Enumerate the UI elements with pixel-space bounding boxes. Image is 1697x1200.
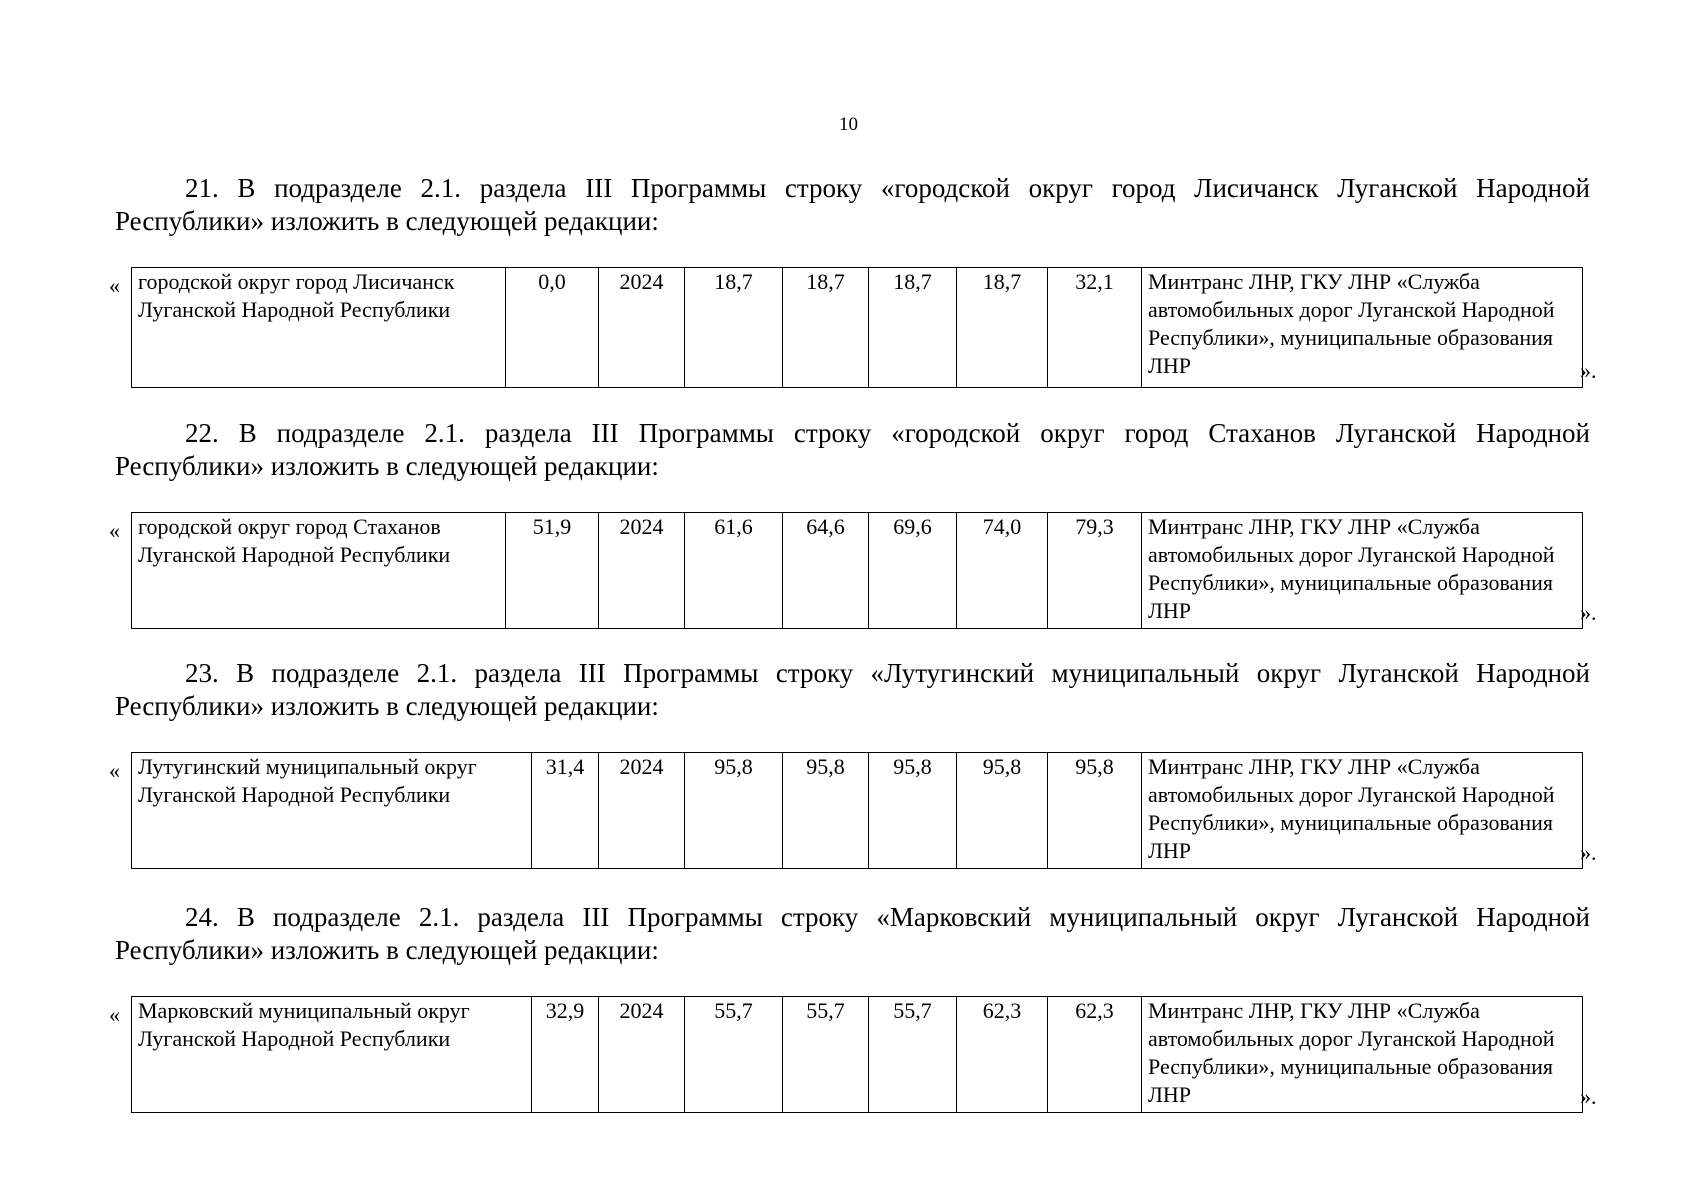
closing-quote: ». bbox=[1580, 600, 1597, 625]
opening-quote: « bbox=[109, 273, 120, 298]
cell-value: 18,7 bbox=[783, 268, 869, 388]
amendment-paragraph-21 bbox=[115, 172, 1590, 238]
cell-value: 55,7 bbox=[783, 997, 869, 1113]
amendment-paragraph-23 bbox=[115, 657, 1590, 723]
page-number: 10 bbox=[839, 114, 858, 135]
cell-value: 62,3 bbox=[1048, 997, 1142, 1113]
table-row bbox=[132, 753, 1583, 869]
cell-value: 18,7 bbox=[869, 268, 957, 388]
cell-value: 79,3 bbox=[1048, 513, 1142, 629]
amendment-table-23 bbox=[131, 752, 1583, 869]
cell-responsible: Минтранс ЛНР, ГКУ ЛНР «Служба автомобильных дорог Луганской Народной Республики», муниципальные образования ЛНР bbox=[1142, 268, 1583, 388]
cell-value: 64,6 bbox=[783, 513, 869, 629]
cell-value: 32,1 bbox=[1048, 268, 1142, 388]
cell-value: 69,6 bbox=[869, 513, 957, 629]
paragraph-line: Республики» изложить в следующей редакции: bbox=[115, 206, 659, 236]
amendment-table-24 bbox=[131, 996, 1583, 1113]
cell-value: 61,6 bbox=[685, 513, 783, 629]
cell-value: 74,0 bbox=[957, 513, 1048, 629]
opening-quote: « bbox=[109, 518, 120, 543]
paragraph-line: 21. В подразделе 2.1. раздела III Программы строку «городской округ город Лисичанск Луганской Народной bbox=[185, 173, 1590, 203]
paragraph-line: Республики» изложить в следующей редакции: bbox=[115, 691, 659, 721]
table-row bbox=[132, 513, 1583, 629]
cell-value: 95,8 bbox=[1048, 753, 1142, 869]
cell-value: 18,7 bbox=[685, 268, 783, 388]
table-row bbox=[132, 268, 1583, 388]
cell-responsible: Минтранс ЛНР, ГКУ ЛНР «Служба автомобильных дорог Луганской Народной Республики», муниципальные образования ЛНР bbox=[1142, 753, 1583, 869]
closing-quote: ». bbox=[1580, 840, 1597, 865]
opening-quote: « bbox=[109, 758, 120, 783]
cell-value: 31,4 bbox=[532, 753, 599, 869]
paragraph-line: 24. В подразделе 2.1. раздела III Программы строку «Марковский муниципальный округ Луганской Народной bbox=[185, 902, 1590, 932]
closing-quote: ». bbox=[1580, 1084, 1597, 1109]
cell-year: 2024 bbox=[599, 997, 685, 1113]
amendment-table-21 bbox=[131, 267, 1583, 388]
cell-value: 32,9 bbox=[532, 997, 599, 1113]
cell-year: 2024 bbox=[599, 268, 685, 388]
paragraph-line: 22. В подразделе 2.1. раздела III Программы строку «городской округ город Стаханов Луганской Народной bbox=[185, 418, 1590, 448]
cell-name: Марковский муниципальный округ Луганской Народной Республики bbox=[132, 997, 532, 1113]
amendment-table-22 bbox=[131, 512, 1583, 629]
cell-value: 55,7 bbox=[869, 997, 957, 1113]
cell-value: 62,3 bbox=[957, 997, 1048, 1113]
paragraph-line: Республики» изложить в следующей редакции: bbox=[115, 935, 659, 965]
cell-name: Лутугинский муниципальный округ Луганской Народной Республики bbox=[132, 753, 532, 869]
opening-quote: « bbox=[109, 1002, 120, 1027]
cell-value: 55,7 bbox=[685, 997, 783, 1113]
cell-year: 2024 bbox=[599, 753, 685, 869]
amendment-paragraph-24 bbox=[115, 901, 1590, 967]
paragraph-line: 23. В подразделе 2.1. раздела III Программы строку «Лутугинский муниципальный округ Луганской Народной bbox=[185, 658, 1590, 688]
cell-value: 95,8 bbox=[685, 753, 783, 869]
cell-value: 51,9 bbox=[506, 513, 599, 629]
cell-year: 2024 bbox=[599, 513, 685, 629]
amendment-paragraph-22 bbox=[115, 417, 1590, 483]
cell-value: 18,7 bbox=[957, 268, 1048, 388]
closing-quote: ». bbox=[1580, 358, 1597, 383]
cell-responsible: Минтранс ЛНР, ГКУ ЛНР «Служба автомобильных дорог Луганской Народной Республики», муниципальные образования ЛНР bbox=[1142, 997, 1583, 1113]
cell-value: 95,8 bbox=[957, 753, 1048, 869]
cell-value: 95,8 bbox=[783, 753, 869, 869]
cell-name: городской округ город Лисичанск Луганской Народной Республики bbox=[132, 268, 506, 388]
cell-responsible: Минтранс ЛНР, ГКУ ЛНР «Служба автомобильных дорог Луганской Народной Республики», муниципальные образования ЛНР bbox=[1142, 513, 1583, 629]
cell-value: 0,0 bbox=[506, 268, 599, 388]
cell-value: 95,8 bbox=[869, 753, 957, 869]
table-row bbox=[132, 997, 1583, 1113]
paragraph-line: Республики» изложить в следующей редакции: bbox=[115, 451, 659, 481]
cell-name: городской округ город Стаханов Луганской Народной Республики bbox=[132, 513, 506, 629]
